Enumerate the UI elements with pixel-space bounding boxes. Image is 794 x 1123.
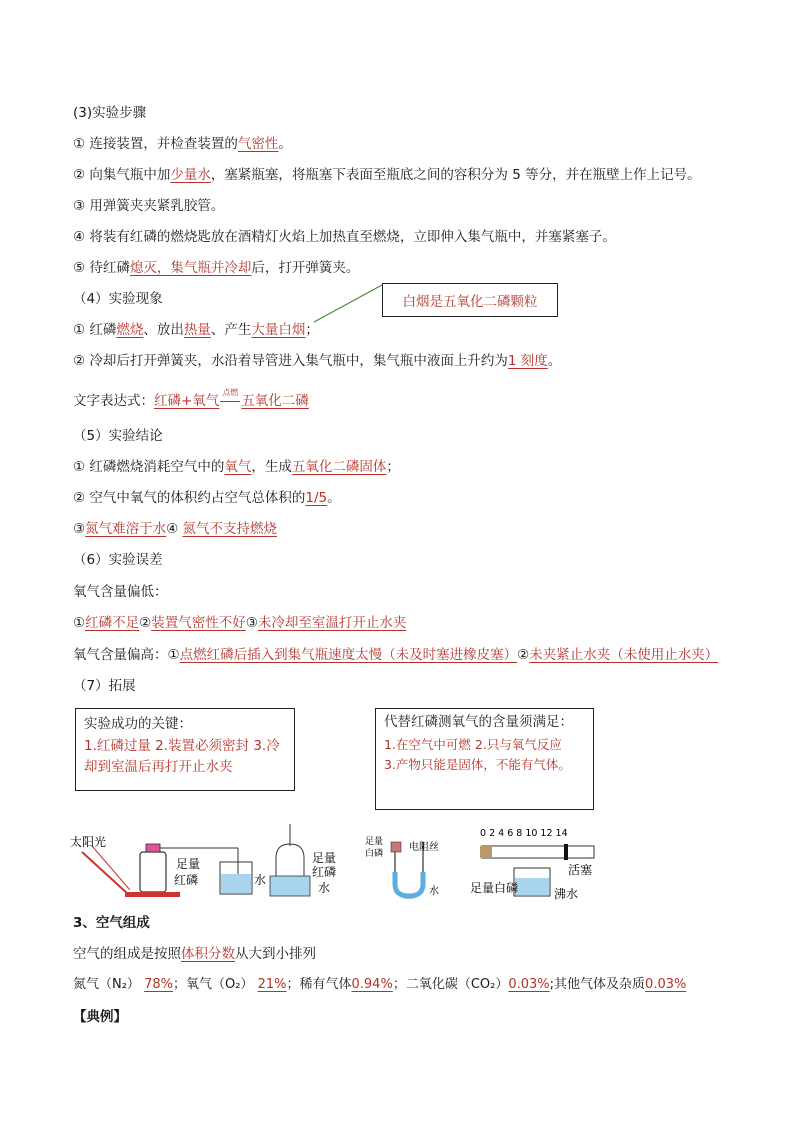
substitute-requirements-box: 代替红磷测氧气的含量须满足： 1.在空气中可燃 2.只与氧气反应 3.产物只能是固体，不能有气体。: [375, 708, 594, 810]
svg-text:足量白磷: 足量白磷: [470, 881, 519, 895]
key-points-box: 实验成功的关键： 1.红磷过量 2.装置必须密封 3.冷 却到室温后再打开止水夹: [75, 708, 295, 791]
svg-text:水: 水: [254, 873, 267, 887]
svg-text:足量: 足量: [365, 837, 384, 847]
svg-text:水: 水: [429, 886, 439, 897]
svg-text:足量: 足量: [176, 857, 201, 871]
step-4: ④ 将装有红磷的燃烧匙放在酒精灯火焰上加热直至燃烧，立即伸入集气瓶中，并塞紧塞子。: [73, 229, 616, 245]
composition-values: 氮气（N₂） 78%；氧气（O₂） 21%；稀有气体0.94%；二氧化碳（CO₂）0.03%;其他气体及杂质0.03%: [73, 977, 687, 992]
svg-text:红磷: 红磷: [312, 865, 337, 879]
heading-error: （6）实验误差: [73, 552, 163, 568]
step-5: ⑤ 待红磷熄灭，集气瓶并冷却后，打开弹簧夹。: [73, 260, 360, 276]
answer-extinguish: 熄灭，集气瓶并冷却: [129, 260, 252, 276]
observation-2: ② 冷却后打开弹簧夹，水沿着导管进入集气瓶中，集气瓶中液面上升约为1 刻度。: [73, 353, 562, 369]
svg-text:白磷: 白磷: [365, 849, 384, 859]
diagram-sunlight-apparatus: [70, 822, 270, 902]
composition-order: 空气的组成是按照体积分数从大到小排列: [73, 946, 316, 962]
diagram-bell-jar: [268, 822, 348, 902]
callout-white-smoke: 白烟是五氧化二磷颗粒: [382, 283, 558, 317]
scale-label: 0 2 4 6 8 10 12 14: [480, 828, 568, 839]
diagram-u-tube: [365, 822, 460, 902]
observation-1: ① 红磷燃烧、放出热量、产生大量白烟；: [73, 322, 319, 338]
label-sunlight: 太阳光: [70, 835, 107, 849]
svg-text:足量: 足量: [312, 851, 337, 865]
svg-text:电阻丝: 电阻丝: [409, 842, 439, 853]
heading-steps: (3)实验步骤: [73, 105, 147, 121]
step-2: ② 向集气瓶中加少量水，塞紧瓶塞，将瓶塞下表面至瓶底之间的容积分为 5 等分，并在瓶壁上作上记号。: [73, 167, 701, 183]
answer-airtightness: 气密性: [237, 136, 279, 152]
heading-example: 【典例】: [73, 1009, 127, 1025]
svg-text:水: 水: [318, 881, 331, 895]
heading-extension: （7）拓展: [73, 678, 136, 694]
svg-text:沸水: 沸水: [554, 887, 579, 901]
high-causes: 氧气含量偏高：①点燃红磷后插入到集气瓶速度太慢（未及时塞进橡皮塞）②未夹紧止水夹（未使用止水夹）: [73, 647, 719, 663]
word-equation: 文字表达式：红磷+氧气 点燃 五氧化二磷: [73, 392, 309, 410]
equation-condition: 点燃: [222, 388, 239, 397]
heading-air-composition: 3、空气组成: [73, 915, 150, 931]
diagram-graduated-tube: [468, 822, 608, 902]
heading-phenomena: （4）实验现象: [73, 291, 163, 307]
svg-text:活塞: 活塞: [568, 863, 593, 877]
conclusion-3-4: ③氮气难溶于水④ 氮气不支持燃烧: [73, 521, 278, 537]
low-label: 氧气含量偏低：: [73, 584, 168, 600]
answer-water: 少量水: [170, 167, 211, 183]
step-1: ① 连接装置，并检查装置的气密性。: [73, 136, 292, 152]
low-causes: ①红磷不足②装置气密性不好③未冷却至室温打开止水夹: [73, 615, 407, 631]
svg-text:红磷: 红磷: [174, 873, 199, 887]
conclusion-1: ① 红磷燃烧消耗空气中的氧气，生成五氧化二磷固体；: [73, 459, 400, 475]
heading-conclusion: （5）实验结论: [73, 428, 163, 444]
conclusion-2: ② 空气中氧气的体积约占空气总体积的1/5。: [73, 490, 341, 506]
step-3: ③ 用弹簧夹夹紧乳胶管。: [73, 198, 225, 214]
